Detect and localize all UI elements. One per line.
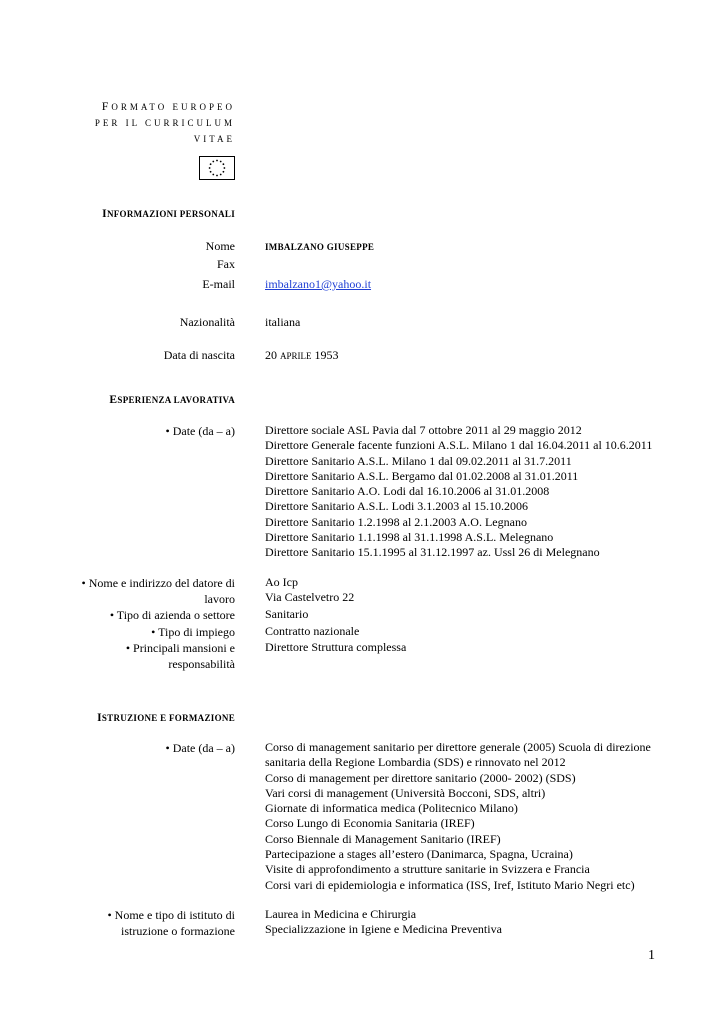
label-sector: • Tipo di azienda o settore (109, 608, 235, 622)
label-duties: • Principali mansioni e responsabilità (125, 641, 235, 671)
employment-type-value: Contratto nazionale (265, 624, 360, 638)
email-link[interactable]: imbalzano1@yahoo.it (265, 277, 372, 291)
cv-title-line-1-rest: ORMATO EUROPEO (111, 102, 235, 112)
section-work-experience-rest: SPERIENZA LAVORATIVA (117, 395, 235, 405)
value-data-nascita (265, 348, 339, 364)
edu-line: Vari corsi di management (Università Bocconi, SDS, altri) (265, 785, 546, 800)
eu-stars-icon (200, 157, 234, 179)
section-personal-info (102, 208, 235, 220)
label-exp-dates: • Date (da – a) (165, 424, 235, 438)
cv-title-line-1: FORMATO EUROPEO (101, 99, 235, 113)
section-work-experience-initial: E (109, 394, 118, 406)
section-personal-info-initial: I (102, 208, 107, 220)
page-number: 1 (648, 948, 655, 963)
edu-line: sanitaria della Regione Lombardia (SDS) e rinnovato nel 2012 (265, 755, 566, 770)
birth-year: 1953 (314, 348, 339, 362)
edu-line: Corso di management per direttore sanitario (2000- 2002) (SDS) (265, 770, 576, 785)
label-fax: Fax (217, 257, 235, 271)
section-education-rest: STRUZIONE E FORMAZIONE (101, 713, 235, 723)
section-personal-info-rest: NFORMAZIONI PERSONALI (106, 209, 235, 219)
exp-date-line: Direttore Sanitario A.S.L. Bergamo dal 01.02.2008 al 31.01.2011 (265, 468, 579, 483)
exp-date-line: Direttore Sanitario A.O. Lodi dal 16.10.2006 al 31.01.2008 (265, 484, 550, 499)
edu-line: Corso Lungo di Economia Sanitaria (IREF) (265, 816, 475, 831)
section-education-initial: I (97, 712, 102, 724)
edu-list (265, 740, 651, 893)
section-work-experience (109, 394, 235, 406)
edu-line: Visite di approfondimento a strutture sanitarie in Svizzera e Francia (265, 862, 590, 877)
exp-date-line: Direttore Sanitario 15.1.1995 al 31.12.1997 az. Ussl 26 di Melegnano (265, 545, 600, 560)
exp-date-line: Direttore Generale facente funzioni A.S.L. Milano 1 dal 16.04.2011 al 10.6.2011 (265, 438, 653, 453)
exp-date-line: Direttore Sanitario 1.1.1998 al 31.1.1998 A.S.L. Melegnano (265, 530, 554, 545)
institute-line: Laurea in Medicina e Chirurgia (265, 907, 417, 921)
eu-flag-icon (199, 156, 235, 180)
value-nazionalita: italiana (265, 315, 301, 329)
duties-value: Direttore Struttura complessa (265, 640, 407, 654)
label-nazionalita: Nazionalità (179, 315, 235, 329)
exp-date-line: Direttore Sanitario 1.2.1998 al 2.1.2003 A.O. Legnano (265, 514, 527, 529)
employer-line: Via Castelvetro 22 (265, 590, 355, 605)
cv-title-line-3: VITAE (193, 134, 235, 144)
value-nome: IMBALZANO GIUSEPPE (265, 242, 375, 252)
edu-line: Corsi vari di epidemiologia e informatica (ISS, Iref, Istituto Mario Negri etc) (265, 877, 635, 892)
label-edu-dates: • Date (da – a) (165, 741, 235, 755)
edu-line: Corso Biennale di Management Sanitario (IREF) (265, 831, 501, 846)
section-education (97, 712, 235, 724)
institute-line: Specializzazione in Igiene e Medicina Preventiva (265, 922, 502, 937)
employer-line: Ao Icp (265, 575, 298, 589)
sector-value: Sanitario (265, 607, 309, 621)
label-nome: Nome (205, 239, 235, 253)
exp-date-line: Direttore sociale ASL Pavia dal 7 ottobre 2011 al 29 maggio 2012 (265, 423, 582, 437)
edu-line: Partecipazione a stages all’estero (Danimarca, Spagna, Ucraina) (265, 847, 573, 862)
edu-line: Corso di management sanitario per direttore generale (2005) Scuola di direzione (265, 740, 651, 754)
label-employer: • Nome e indirizzo del datore di lavoro (81, 576, 235, 606)
cv-title-line-2: PER IL CURRICULUM (94, 118, 235, 128)
exp-date-line: Direttore Sanitario A.S.L. Lodi 3.1.2003 al 15.10.2006 (265, 499, 528, 514)
institute-value (265, 907, 502, 938)
exp-dates-list (265, 423, 652, 561)
cv-format-title (95, 98, 235, 147)
edu-line: Giornate di informatica medica (Politecnico Milano) (265, 801, 518, 816)
employer-value (265, 575, 354, 606)
label-data-nascita: Data di nascita (163, 348, 235, 362)
exp-date-line: Direttore Sanitario A.S.L. Milano 1 dal 09.02.2011 al 31.7.2011 (265, 453, 572, 468)
label-employment-type: • Tipo di impiego (151, 625, 235, 639)
label-institute: • Nome e tipo di istituto di istruzione o formazione (107, 908, 235, 938)
birth-month: APRILE (280, 351, 312, 361)
birth-day: 20 (265, 348, 277, 362)
label-email: E-mail (202, 277, 235, 291)
